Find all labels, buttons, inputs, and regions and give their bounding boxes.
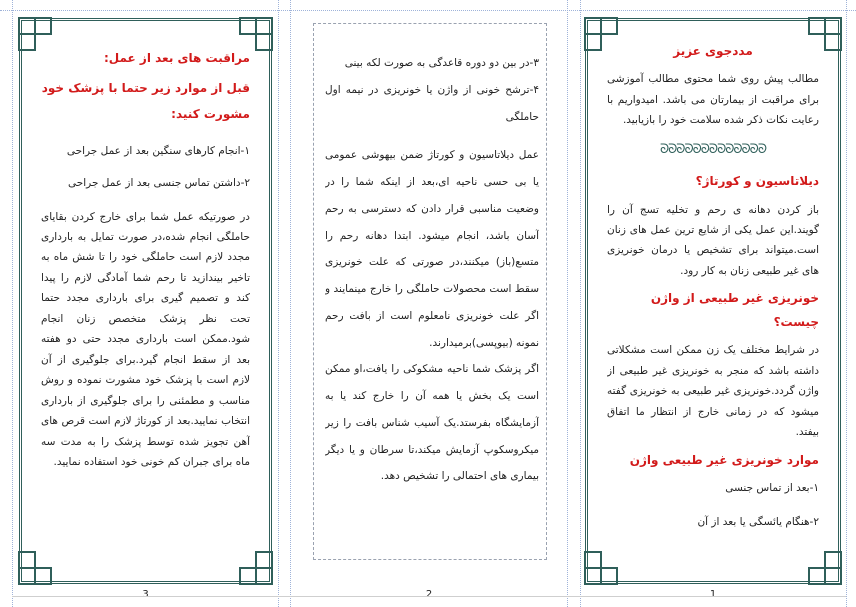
layout-guide [12,0,13,607]
body-paragraph: باز کردن دهانه ی رحم و تخلیه تسج آن را گویند.این عمل یکی از شایع ترین عمل های زنان است.میتواند برای تشخیص یا درمان خونریزی های غیر طبیعی زنان به کار رود. [607,203,819,277]
body-paragraph: عمل دیلاتاسیون و کورتاژ ضمن بیهوشی عمومی یا بی حسی ناحیه ای،بعد از اینکه شما را در وضعیت مناسبی قرار دادن که دسترسی به رحم آسان باشد، انجام میشود. ابتدا دهانه رحم را متسع(باز) میکنند،در صورتی که علت خونریزی سقط است محصولات حاملگی را خارج مینمایند و اگر علت خونریزی نامعلوم است از بافت رحم نمونه (بیوپسی)برمیدارند. [325,149,539,349]
intro-paragraph: مطالب پیش روی شما محتوی مطالب آموزشی برای مراقبت از بیمارتان می باشد. امیدواریم با رعایت نکات ذکر شده سلامت خود را بازیابید. [607,73,819,127]
list-item: ۱-بعد از تماس جنسی [725,481,819,494]
page-number: 2 [425,589,433,600]
body-paragraph: در صورتیکه عمل شما برای خارج کردن بقایای حاملگی انجام شده،در صورت تمایل به بارداری مجدد لازم است حاملگی خود را تا شش ماه به تاخیر بیندازید تا رحم شما آمادگی لازم را پیدا کند و تصمیم گیری برای بارداری مجدد حتما تحت نظر پزشک متخصص زنان انجام شود.ممکن است بارداری مجدد حتی دو هفته بعد از سقط انجام گیرد.برای جلوگیری از آن لازم است با پزشک خود مشورت نموده و روش مناسب و مطمئنی را برای جلوگیری از بارداری انتخاب نمایید.بعد از کورتاژ لازم است قرص های آهن تجویز شده توسط پزشک را به مدت سه ماه برای جبران کم خونی خود استفاده نمایید. [41,210,250,469]
list-item: ۱-انجام کارهای سنگین بعد از عمل جراحی [66,144,250,157]
layout-guide [278,0,279,607]
section-heading: دیلاتاسیون و کورتاژ؟ [695,174,819,189]
list-item: ۴-ترشح خونی از واژن یا خونریزی در نیمه اول حاملگی [325,83,539,123]
section-heading: خونریزی غیر طبیعی از واژن چیست؟ [650,291,819,329]
greeting-heading: مددجوی عزیز [673,44,753,58]
list-item: ۳-در بین دو دوره قاعدگی به صورت لکه بینی [344,57,539,69]
list-item: ۲-داشتن تماس جنسی بعد از عمل جراحی [67,177,250,190]
layout-guide [0,10,856,11]
body-paragraph: در شرایط مختلف یک زن ممکن است مشکلاتی داشته باشد که منجر به خونریزی غیر طبیعی از واژن گردد.خونریزی غیر طبیعی به خونریزی گفته میشود که در زمانی خارج از انتظار ما اتفاق بیفتد. [607,344,819,439]
section-heading: موارد خونریزی غیر طبیعی واژن [629,452,819,467]
list-item: ۲-هنگام یائسگی یا بعد از آن [697,516,819,529]
section-heading: قبل از موارد زیر حتما با پزشک خود مشورت کنید: [41,81,250,122]
layout-guide [580,0,581,607]
panel-page-1 [585,18,841,600]
panel-page-3 [19,18,272,600]
panel-page-2 [291,18,567,600]
body-paragraph: اگر پزشک شما ناحیه مشکوکی را یافت،او ممکن است یک بخش یا همه آن را خارج کند یا به آزمایشگاه بفرستد.یک آسیب شناس بافت را زیر میکروسکوپ آزمایش میکند،تا سرطان و یا دیگر بیماری های احتمالی را تشخیص دهد. [325,363,539,483]
section-heading: مراقبت های بعد از عمل: [104,51,250,65]
decorative-border-icon: ᘐᘐᘐᘐᘐᘐᘐᘐᘐᘐᘐᘐᘐ [660,141,766,157]
layout-guide [567,0,568,607]
page-number: 3 [142,589,149,600]
layout-guide [846,0,847,607]
page-number: 1 [709,589,717,600]
page-bottom-line [12,596,846,597]
